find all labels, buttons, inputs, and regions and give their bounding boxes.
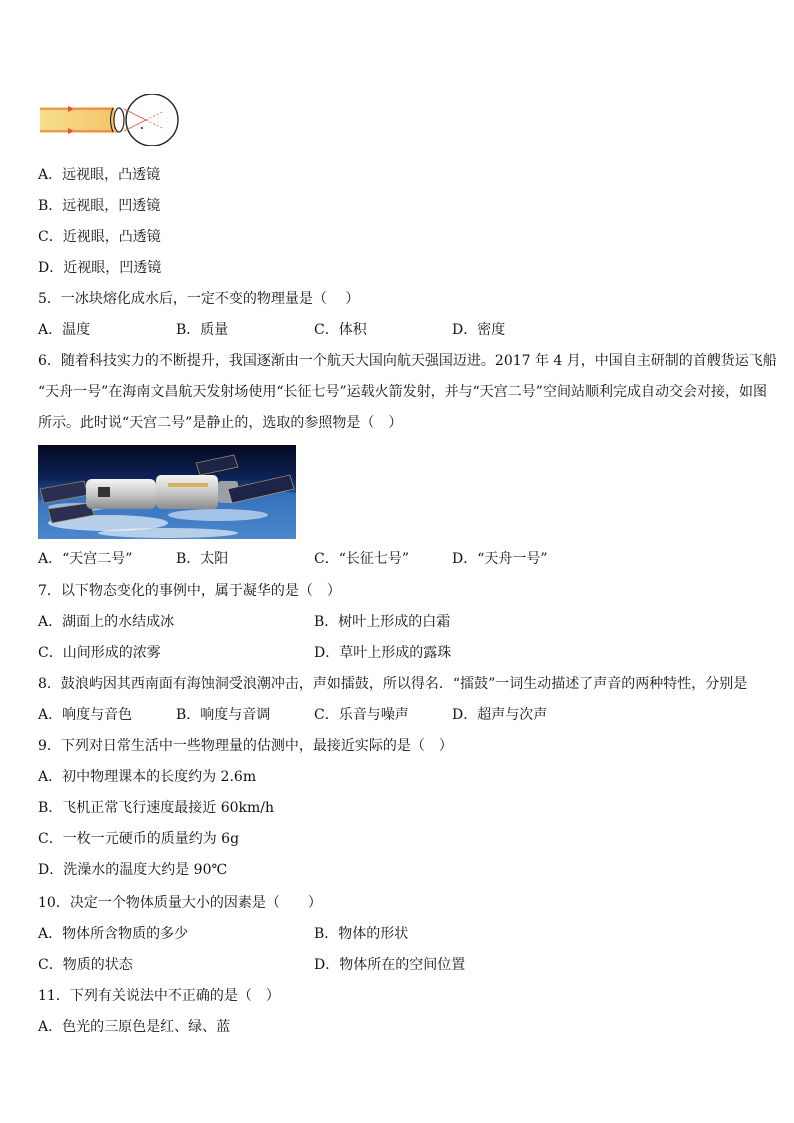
q5-option-d: D．密度 (452, 322, 506, 338)
q8-option-b: B．响度与音调 (176, 707, 271, 723)
light-beam (40, 107, 118, 133)
q5-option-a: A．温度 (38, 322, 91, 338)
q8-option-a: A．响度与音色 (38, 707, 133, 723)
q9-option-a: A．初中物理课本的长度约为 2.6m (38, 769, 257, 785)
q4-option-d: D．近视眼，凹透镜 (38, 260, 162, 276)
eye-lens (114, 108, 124, 132)
q10-option-d: D．物体所在的空间位置 (314, 957, 466, 973)
q4-option-c: C．近视眼，凸透镜 (38, 229, 161, 245)
space-station-photo (38, 445, 296, 539)
q11-option-a: A．色光的三原色是红、绿、蓝 (38, 1019, 231, 1035)
q10-option-b: B．物体的形状 (314, 926, 409, 942)
q9-option-b: B．飞机正常飞行速度最接近 60km/h (38, 800, 275, 816)
q10-stem: 10．决定一个物体质量大小的因素是（ ） (38, 895, 322, 911)
q9-option-d: D．洗澡水的温度大约是 90℃ (38, 862, 228, 878)
q9-option-c: C．一枚一元硬币的质量约为 6g (38, 831, 240, 847)
q8-stem: 8．鼓浪屿因其西南面有海蚀洞受浪潮冲击，声如擂鼓，所以得名．“擂鼓”一词生动描述了声音的两种特性，分别是 (38, 676, 748, 692)
q8-option-c: C．乐音与噪声 (314, 707, 409, 723)
q4-option-a: A．远视眼，凸透镜 (38, 167, 161, 183)
q8-option-d: D．超声与次声 (452, 707, 548, 723)
q5-option-b: B．质量 (176, 322, 229, 338)
q7-option-a: A．湖面上的水结成冰 (38, 614, 175, 630)
eye-diagram-figure (38, 94, 186, 146)
q6-stem-line-2: “天舟一号”在海南文昌航天发射场使用“长征七号”运载火箭发射，并与“天宫二号”空间站顺利完成自动交会对接，如图 (38, 384, 767, 400)
q6-option-c: C．“长征七号” (314, 551, 410, 567)
q6-stem-line-3: 所示。此时说“天宫二号”是静止的，选取的参照物是（ ） (38, 415, 403, 431)
eyeball (126, 94, 178, 146)
q5-option-c: C．体积 (314, 322, 367, 338)
q4-option-b: B．远视眼，凹透镜 (38, 198, 161, 214)
q10-option-a: A．物体所含物质的多少 (38, 926, 189, 942)
q6-option-a: A．“天宫二号” (38, 551, 133, 567)
q6-option-b: B．太阳 (176, 551, 229, 567)
q9-stem: 9．下列对日常生活中一些物理量的估测中，最接近实际的是（ ） (38, 738, 453, 754)
q7-option-b: B．树叶上形成的白霜 (314, 614, 451, 630)
q7-stem: 7．以下物态变化的事例中，属于凝华的是（ ） (38, 583, 341, 599)
q6-option-d: D．“天舟一号” (452, 551, 548, 567)
q6-stem-line-1: 6．随着科技实力的不断提升，我国逐渐由一个航天大国向航天强国迈进。2017 年 4 月，中国自主研制的首艘货运飞船 (38, 353, 777, 369)
q11-stem: 11．下列有关说法中不正确的是（ ） (38, 988, 280, 1004)
q7-option-d: D．草叶上形成的露珠 (314, 645, 452, 661)
q7-option-c: C．山间形成的浓雾 (38, 645, 161, 661)
q5-stem: 5．一冰块熔化成水后，一定不变的物理量是（ ） (38, 291, 360, 307)
q10-option-c: C．物质的状态 (38, 957, 133, 973)
